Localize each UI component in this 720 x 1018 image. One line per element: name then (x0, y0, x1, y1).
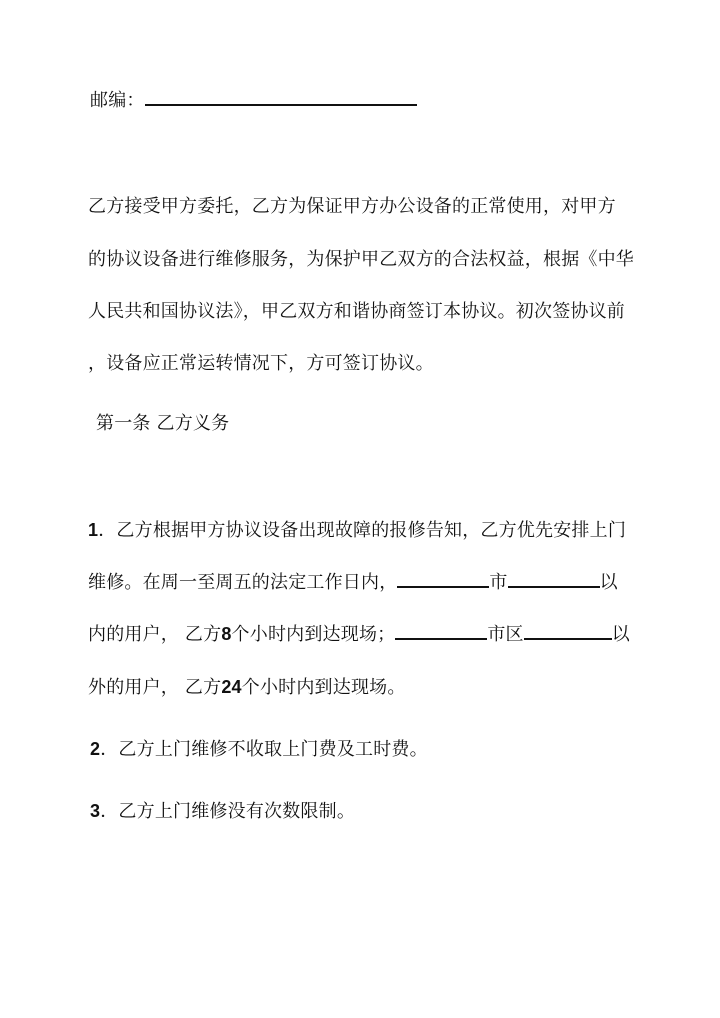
hours-24: 24 (221, 677, 242, 697)
item-1-line-2-text: 维修。在周一至周五的法定工作日内， (88, 572, 398, 593)
postcode-label: 邮编： (90, 90, 145, 111)
intro-line-3: 人民共和国协议法》，甲乙双方和谐协商签订本协议。初次签协议前 (88, 301, 625, 322)
item-1-line-1 (88, 518, 626, 543)
district-range-blank (524, 622, 612, 640)
item-1-line-2 (88, 570, 618, 595)
city-range-blank (508, 570, 600, 588)
item-2 (90, 737, 428, 762)
item-1-line-4-text: 外的用户， 乙方 (88, 677, 222, 698)
postcode-line (90, 88, 417, 113)
postcode-blank (145, 88, 417, 106)
item-3-text: ．乙方上门维修没有次数限制。 (100, 801, 356, 822)
item-1-line-3-text-b: 个小时内到达现场； (231, 624, 396, 645)
outside-label: 以 (611, 624, 630, 645)
item-1-number: 1 (88, 520, 99, 540)
intro-line-1: 乙方接受甲方委托，乙方为保证甲方办公设备的正常使用，对甲方 (88, 196, 616, 217)
city-label: 市 (489, 572, 508, 593)
intro-line-2: 的协议设备进行维修服务，为保护甲乙双方的合法权益，根据《中华 (88, 249, 634, 270)
city-blank (397, 570, 489, 588)
hours-8: 8 (221, 624, 232, 644)
within-label: 以 (599, 572, 618, 593)
item-1-line-4 (88, 675, 406, 700)
district-label: 市区 (487, 624, 524, 645)
item-3-number: 3 (90, 801, 101, 821)
item-2-text: ．乙方上门维修不收取上门费及工时费。 (100, 739, 428, 760)
item-3 (90, 799, 355, 824)
item-1-line-3 (88, 622, 630, 647)
item-2-number: 2 (90, 739, 101, 759)
district-blank (395, 622, 487, 640)
item-1-text: ．乙方根据甲方协议设备出现故障的报修告知，乙方优先安排上门 (98, 520, 627, 541)
item-1-line-3-text: 内的用户， 乙方 (88, 624, 222, 645)
intro-line-4: ，设备应正常运转情况下，方可签订协议。 (88, 353, 434, 374)
item-1-line-4-text-b: 个小时内到达现场。 (241, 677, 406, 698)
article-1-title: 第一条 乙方义务 (96, 413, 230, 434)
